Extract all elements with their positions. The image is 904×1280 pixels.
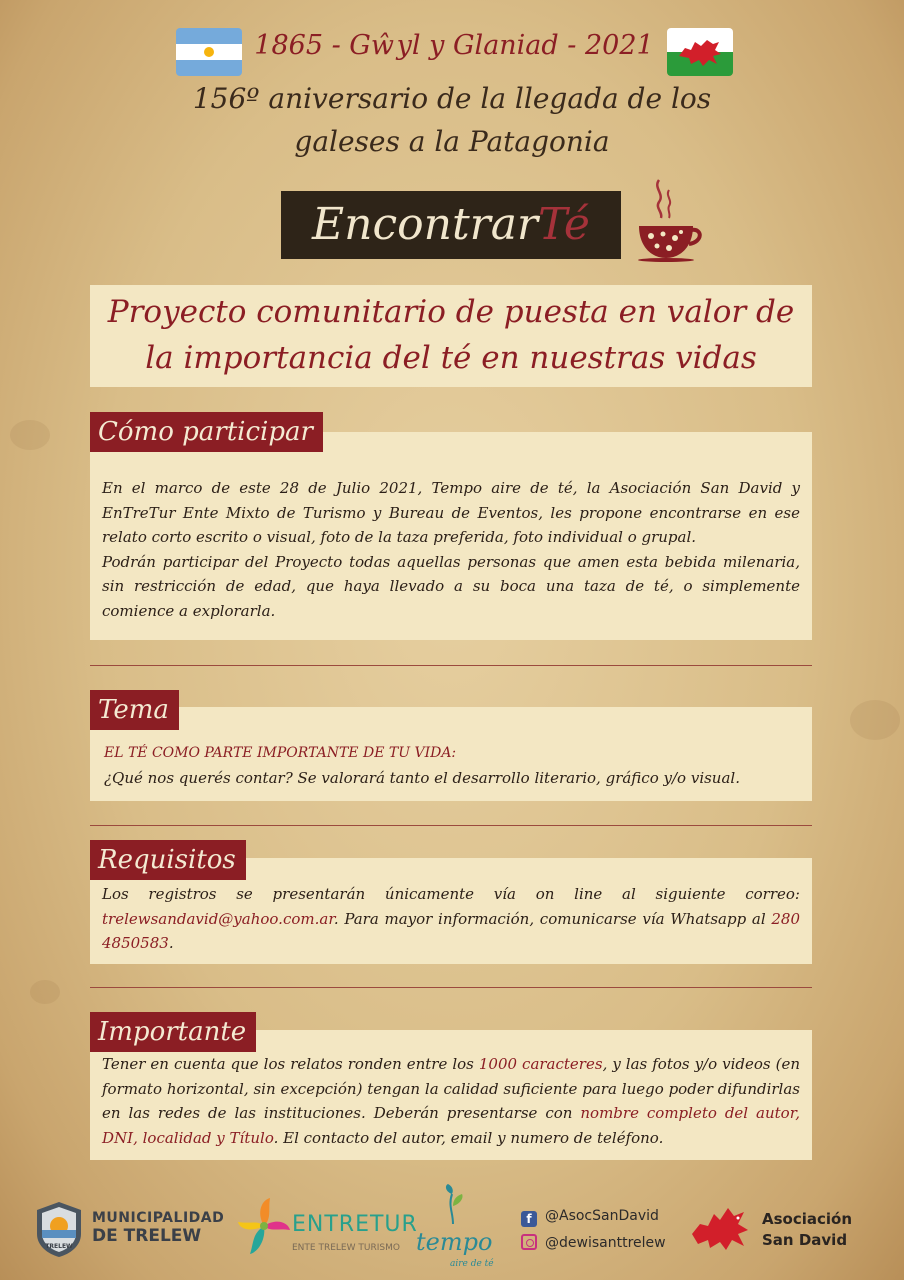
tempo-logo-text: tempo — [416, 1228, 493, 1256]
section-divider — [90, 665, 812, 666]
argentina-flag-icon — [176, 28, 242, 76]
tempo-logo-subtext: aire de té — [450, 1259, 494, 1269]
trelew-shield-icon — [34, 1200, 84, 1258]
welsh-dragon-icon — [688, 1204, 754, 1254]
facebook-handle-text: @AsocSanDavid — [545, 1208, 659, 1224]
tema-text: ¿Qué nos querés contar? Se valorará tanto el desarrollo literario, gráfico y/o visual. — [104, 768, 740, 787]
contact-email: trelewsandavid@yahoo.com.ar — [102, 909, 334, 928]
tema-heading: EL TÉ COMO PARTE IMPORTANTE DE TU VIDA: — [104, 745, 457, 761]
encontrarte-logo — [281, 191, 621, 259]
anniversary-title: 156º aniversario de la llegada de los — [192, 82, 712, 115]
paper-stain — [10, 420, 50, 450]
subtitle-line-1: Proyecto comunitario de puesta en valor de — [107, 294, 795, 330]
section-divider — [90, 987, 812, 988]
asociacion-line-1: Asociación — [762, 1210, 853, 1228]
section-label-requisitos: Requisitos — [90, 840, 246, 880]
municipalidad-line-1: MUNICIPALIDAD — [92, 1210, 225, 1226]
importante-text — [102, 1052, 800, 1150]
tema-card — [90, 707, 812, 801]
importante-text-3: . El contacto del autor, email y numero de teléfono. — [273, 1128, 664, 1147]
wales-flag-icon — [667, 28, 733, 76]
logo-main-text: Encontrar — [312, 199, 538, 250]
municipalidad-logo-text — [92, 1209, 224, 1245]
section-divider — [90, 825, 812, 826]
shield-text: TRELEW — [45, 1243, 73, 1250]
participar-paragraph-1: En el marco de este 28 de Julio 2021, Tempo aire de té, la Asociación San David y EnTreTur Ente Mixto de Turismo y Bureau de Eventos, les propone encontrarse en ese relato corto escrito o visual, foto de la taza preferida, foto individual o grupal. — [102, 479, 800, 546]
required-fields: nombre completo del autor, DNI, localidad y Título — [102, 1104, 800, 1147]
project-subtitle — [90, 285, 812, 387]
logo-accent-text: Té — [537, 199, 590, 250]
facebook-icon: f — [521, 1211, 537, 1227]
instagram-icon — [521, 1234, 537, 1250]
participar-card — [90, 432, 812, 640]
section-label-participar: Cómo participar — [90, 412, 323, 452]
tempo-leaf-icon — [438, 1184, 468, 1228]
asociacion-san-david-text — [762, 1209, 852, 1251]
whatsapp-number: 280 4850583 — [102, 909, 800, 952]
importante-text-2: , y las fotos y/o videos (en formato horizontal, sin excepción) tengan la calidad suficiente para luego poder difundirlas en las redes de las instituciones. Deberán presentarse con — [102, 1055, 800, 1122]
importante-text-1: Tener en cuenta que los relatos ronden entre los — [102, 1055, 479, 1073]
entretur-logo-icon — [236, 1196, 292, 1258]
asociacion-line-2: San David — [762, 1231, 848, 1249]
entretur-logo-subtext: ENTE TRELEW TURISMO — [292, 1243, 400, 1253]
paper-stain — [30, 980, 60, 1004]
instagram-handle-text: @dewisanttrelew — [545, 1235, 666, 1251]
requisitos-text-2: . Para mayor información, comunicarse vía Whatsapp al — [333, 909, 772, 928]
anniversary-subtitle: galeses a la Patagonia — [294, 125, 610, 158]
steaming-teacup-icon — [633, 176, 703, 262]
section-label-tema: Tema — [90, 690, 179, 730]
municipalidad-line-2: DE TRELEW — [92, 1226, 202, 1246]
requisitos-text-1: Los registros se presentarán únicamente vía on line al siguiente correo: — [102, 885, 800, 903]
section-label-importante: Importante — [90, 1012, 256, 1052]
participar-paragraph-2: Podrán participar del Proyecto todas aquellas personas que amen esta bebida milenaria, sin restricción de edad, que haya llevado a su boca una taza de té, o simplemente comience a explorarla. — [102, 552, 800, 620]
paper-stain — [850, 700, 900, 740]
entretur-logo-text: ENTRETUR — [292, 1212, 418, 1237]
requisitos-text-3: . — [168, 934, 174, 952]
event-dates: 1865 - Gŵyl y Glaniad - 2021 — [254, 30, 654, 61]
character-limit: 1000 caracteres — [478, 1055, 603, 1073]
subtitle-line-2: la importancia del té en nuestras vidas — [145, 340, 757, 376]
requisitos-text — [102, 882, 800, 956]
instagram-handle[interactable] — [521, 1234, 666, 1251]
facebook-handle[interactable] — [521, 1208, 659, 1227]
